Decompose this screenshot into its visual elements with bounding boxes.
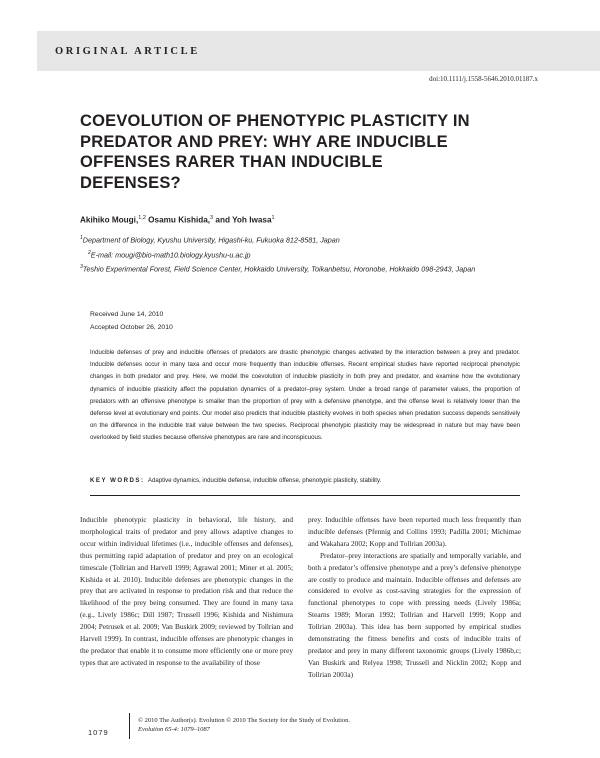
- doi-link[interactable]: doi:10.1111/j.1558-5646.2010.01187.x: [429, 75, 538, 83]
- body-paragraph: Predator–prey interactions are spatially and temporally variable, and both a predator’s offensive phenotype and a prey’s defensive phenotype are costly to produce and maintain. Inducible offenses and defenses are considered to evolve as cost-saving strategies for the expression of functional phenotypes to cope with pressing needs (Lively 1986a; Stearns 1989; Moran 1992; Tollrian and Harvell 1999; Kopp and Tollrian 2003a). This idea has been supported by empirical studies demonstrating the fitness benefits and costs of inducible traits of predator and prey in many different taxonomic groups (Lively 1986b,c; Van Buskirk and Relyea 1998; Trussell and Nicklin 2002; Kopp and Tollrian 2003a): [308, 550, 521, 679]
- email-text[interactable]: E-mail: mougi@bio-math10.biology.kyushu-u.ac.jp: [90, 250, 251, 260]
- copyright-line: © 2010 The Author(s). Evolution © 2010 The Society for the Study of Evolution.: [138, 717, 351, 724]
- abstract: Inducible defenses of prey and inducible offenses of predators are drastic phenotypic changes activated by the interaction between a prey and predator. Inducible defenses occur in many taxa and occur more frequently than inducible offenses. Recent empirical studies have reported reciprocal phenotypic changes in both predator and prey. Here, we model the coevolution of inducible plasticity in both prey and predator, and examine how the evolutionary dynamics of inducible plasticity affect the population dynamics of a predator–prey system. Under a broad range of parameter values, the proportion of predators with an offensive phenotype is smaller than the proportion of prey with a defensive phenotype, and the offense level is relatively lower than the defense level at evolutionary end points. Our model also predicts that inducible plasticity evolves in both species when predation success depends sensitively on the difference in the inducible trait value between the two species. Reciprocal phenotypic plasticity may be widespread in nature but may have been overlooked by field studies because offensive phenotypes are rare and inconspicuous.: [90, 349, 520, 442]
- received-date: Received June 14, 2010: [90, 311, 164, 318]
- body-column-right: [308, 514, 521, 681]
- affiliation-marker: 1: [80, 235, 83, 241]
- author-affiliation-marker: 3: [210, 215, 214, 221]
- footer-divider: [129, 713, 130, 739]
- article-title: [80, 111, 540, 193]
- author-affiliation-marker: 1,2: [138, 215, 146, 221]
- copyright-notice: [138, 716, 350, 734]
- body-paragraph: Inducible phenotypic plasticity in behavioral, life history, and morphological traits of predator and prey allows adaptive changes to occur within individual lifetimes (i.e., inducible offenses and defenses), thus permitting rapid adaptation of predator and prey on an ecological timescale (Tollrian and Harvell 1999; Agrawal 2001; Miner et al. 2005; Kishida et al. 2010). Inducible defenses are phenotypic changes in the prey that are activated in response to predation risk and that reduce the likelihood of the prey being consumed. They are found in many taxa (e.g., Lively 1986c; Dill 1987; Trussell 1996; Kishida and Nishimura 2004; Petrusek et al. 2009; Van Buskirk 2009; reviewed by Tollrian and Harvell 1999). In contrast, inducible offenses are phenotypic changes in the predator that enable it to consume more efficiently one or more prey types that are activated in response to the availability of those: [80, 515, 293, 667]
- author-name: Osamu Kishida,: [145, 215, 211, 225]
- body-column-left: [80, 514, 293, 669]
- title-line: OFFENSES RARER THAN INDUCIBLE: [80, 153, 383, 171]
- affiliation-text: Department of Biology, Kyushu University, Higashi-ku, Fukuoka 812-8581, Japan: [82, 235, 340, 245]
- author-name: Akihiko Mougi,: [80, 215, 139, 225]
- affiliation-marker: 2: [88, 250, 91, 256]
- author-name: and Yoh Iwasa: [213, 215, 272, 225]
- affiliation-marker: 3: [80, 264, 83, 270]
- keywords-label: KEY WORDS:: [90, 477, 145, 484]
- section-label: ORIGINAL ARTICLE: [55, 46, 200, 57]
- keywords: [90, 477, 381, 484]
- affiliation-text: Teshio Experimental Forest, Field Science Center, Hokkaido University, Toikanbetsu, Horonobe, Hokkaido 098-2943, Japan: [82, 264, 476, 274]
- title-line: DEFENSES?: [80, 173, 181, 192]
- affiliation: [80, 235, 340, 244]
- title-line: PREDATOR AND PREY: WHY ARE INDUCIBLE: [80, 132, 448, 151]
- title-line: COEVOLUTION OF PHENOTYPIC PLASTICITY IN: [80, 112, 470, 130]
- divider: [90, 495, 520, 496]
- accepted-date: Accepted October 26, 2010: [90, 324, 173, 331]
- page-number: 1079: [88, 728, 109, 737]
- journal-citation: Evolution 65-4: 1079–1087: [138, 726, 210, 733]
- author-affiliation-marker: 1: [271, 215, 275, 221]
- keywords-text: Adaptive dynamics, inducible defense, inducible offense, phenotypic plasticity, stability.: [147, 477, 382, 484]
- body-paragraph: prey. Inducible offenses have been reported much less frequently than inducible defenses (Pfennig and Collins 1993; Padilla 2001; Michimae and Wakahara 2002; Kopp and Tollrian 2003a).: [308, 515, 521, 548]
- author-list: [80, 215, 275, 225]
- affiliation: [80, 264, 475, 273]
- email-line: [88, 250, 251, 259]
